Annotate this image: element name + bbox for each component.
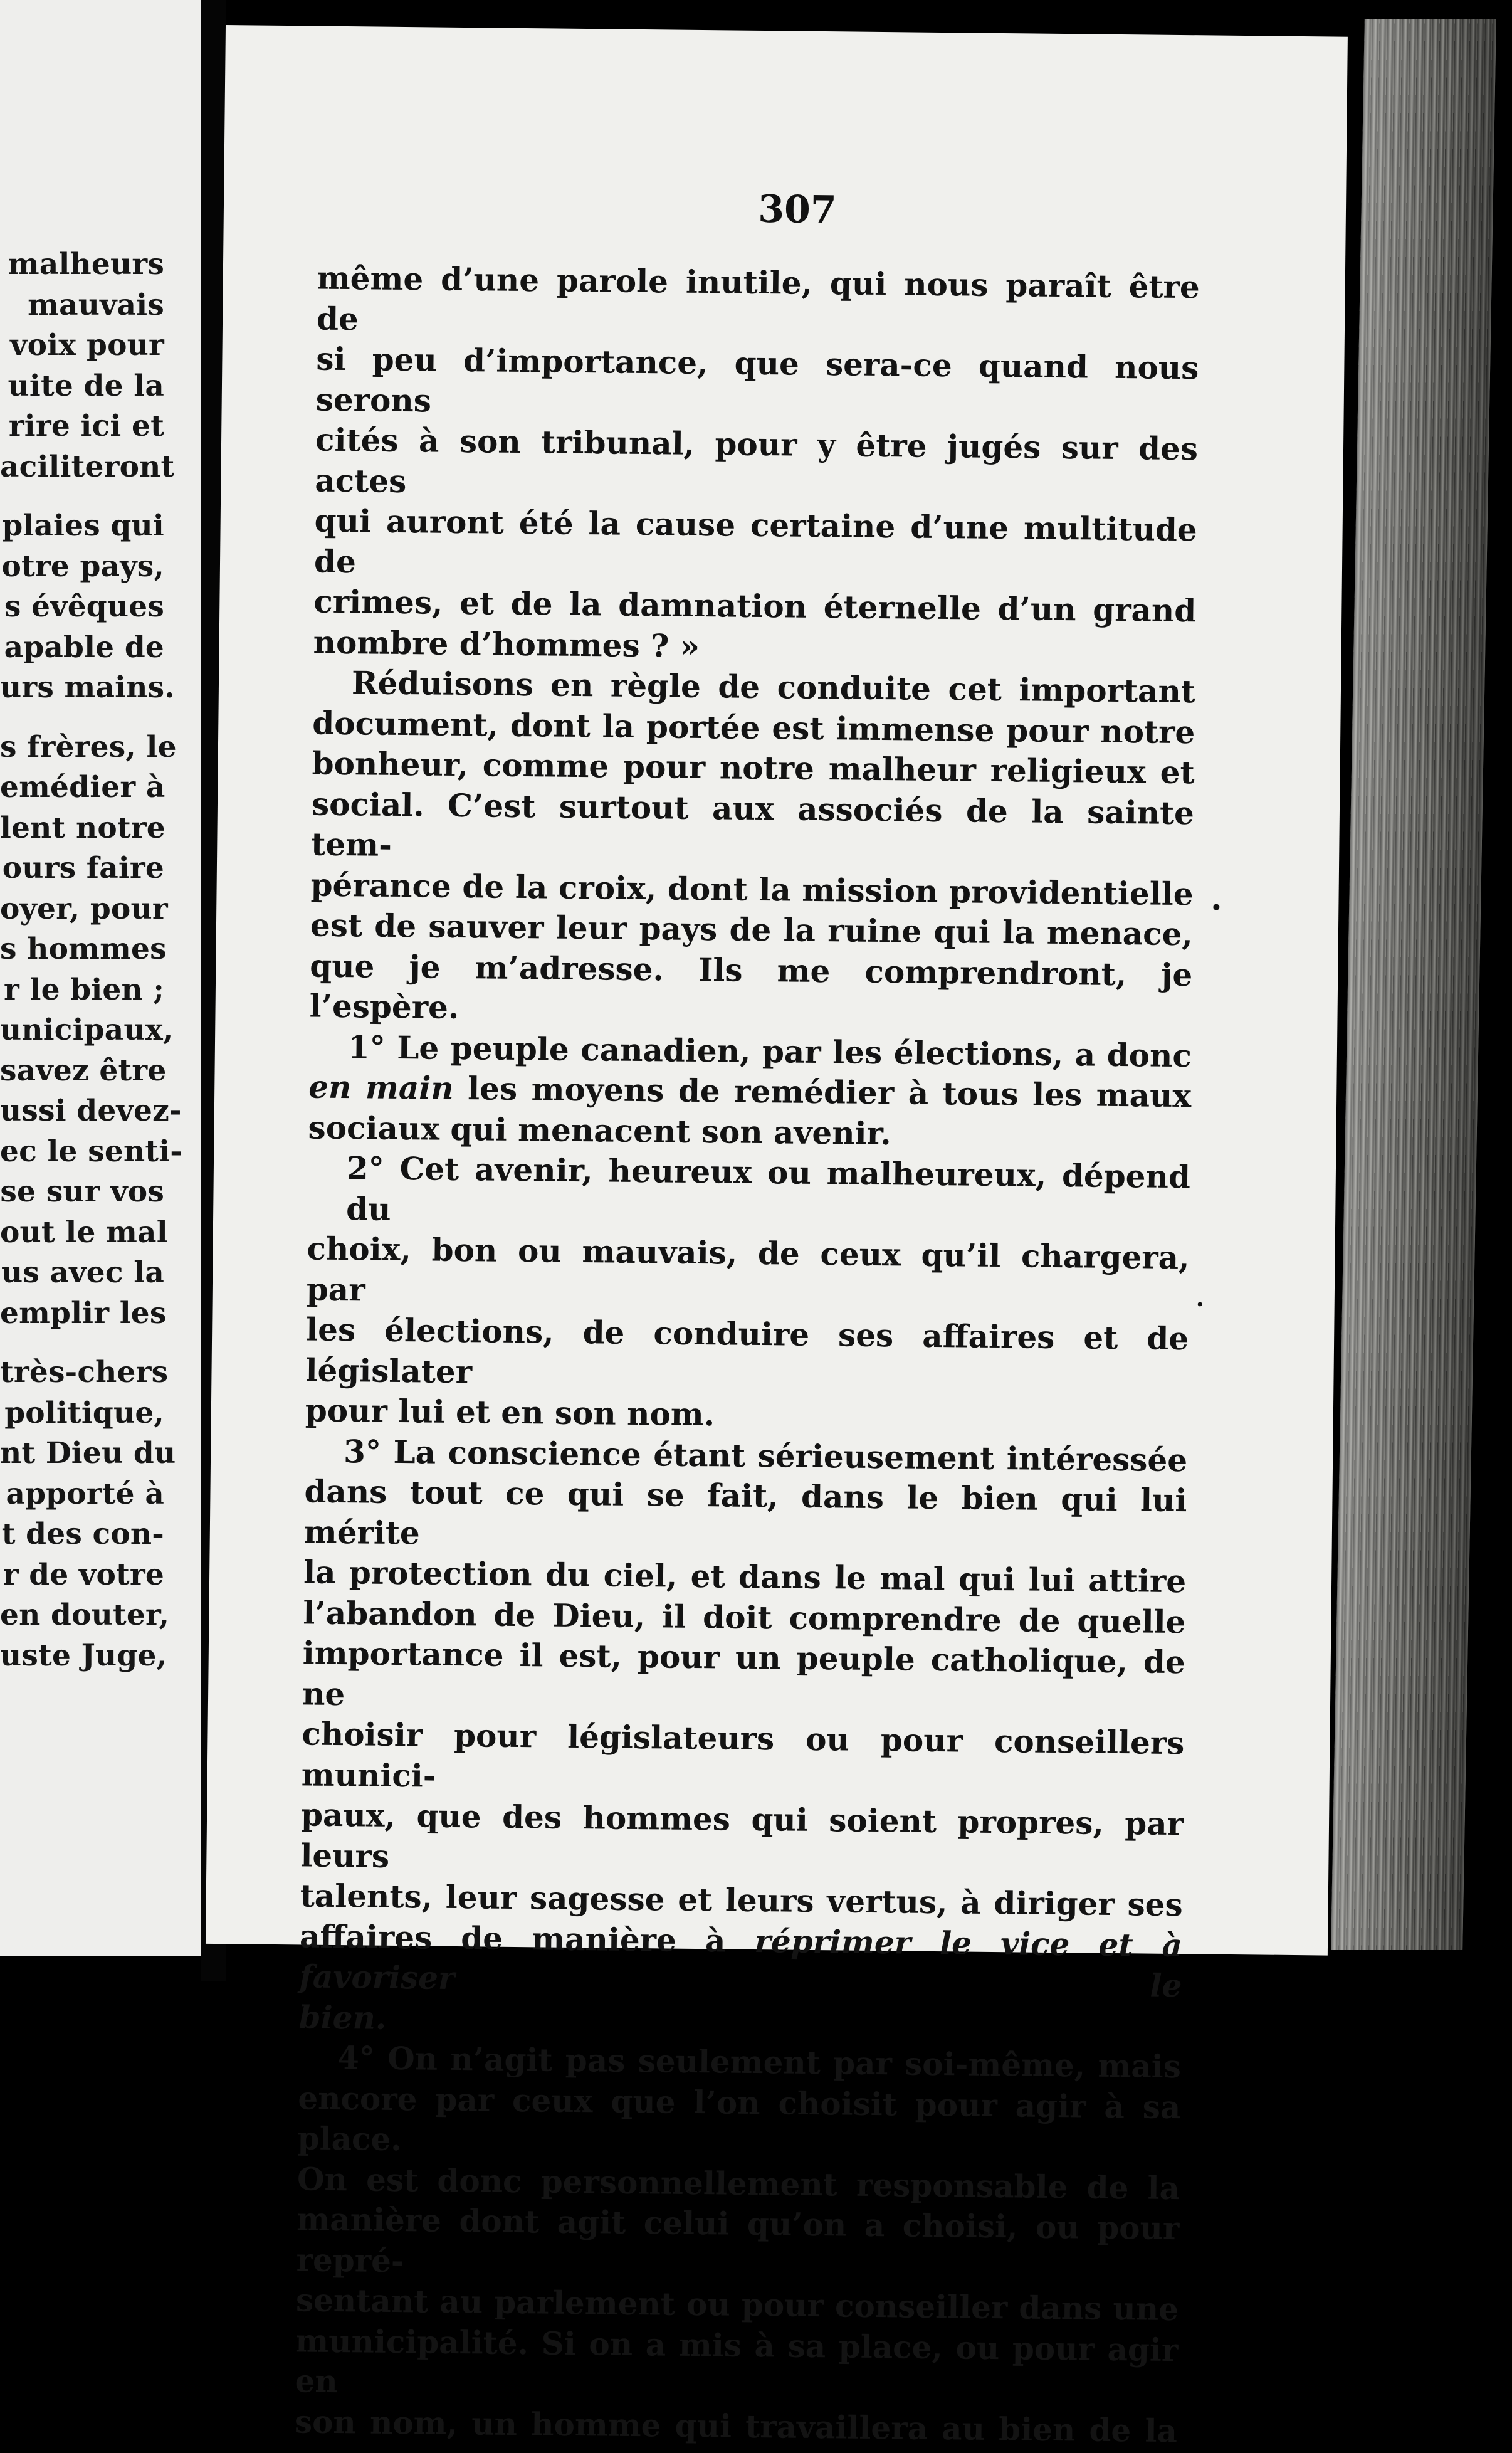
- text-line: l’abandon de Dieu, il doit comprendre de quelle: [303, 1593, 1186, 1640]
- text-line: les élections, de conduire ses affaires et de législater: [305, 1311, 1189, 1390]
- left-text-line: otre pays,: [1, 549, 164, 584]
- text-line: est de sauver leur pays de la ruine qui la menace,: [310, 906, 1194, 953]
- text-line: qui auront été la cause certaine d’une multitude de: [313, 502, 1197, 580]
- left-text-line: unicipaux,: [0, 1013, 174, 1047]
- text-line: 4° On n’agit pas seulement par soi-même, mais: [337, 2039, 1182, 2086]
- text-line: importance il est, pour un peuple catholique, de ne: [302, 1634, 1186, 1712]
- text-line: sociaux qui menacent son avenir.: [308, 1108, 892, 1152]
- text-line: bonheur, comme pour notre malheur religieux et: [312, 744, 1195, 791]
- text-line: la protection du ciel, et dans le mal qui lui attire: [303, 1553, 1187, 1600]
- left-text-line: s évêques: [4, 589, 164, 624]
- left-text-line: r le bien ;: [4, 972, 164, 1007]
- ink-speck: [1198, 1302, 1202, 1306]
- text-line: dans tout ce qui se fait, dans le bien qui lui mérite: [303, 1472, 1187, 1551]
- text-line: son nom, un homme qui travaillera au bien de la: [294, 2402, 1178, 2449]
- left-text-line: apable de: [4, 630, 164, 665]
- left-text-line: [0, 1334, 164, 1353]
- left-text-line: malheurs: [8, 247, 164, 282]
- left-text-line: [0, 487, 164, 506]
- left-text-line: mauvais: [28, 287, 164, 322]
- text-line: cités à son tribunal, pour y être jugés sur des actes: [315, 421, 1199, 500]
- left-page-text: [0, 245, 183, 1676]
- left-text-line: uite de la: [8, 368, 164, 403]
- left-text-line: en douter,: [0, 1598, 170, 1632]
- left-text-line: très-chers: [0, 1355, 169, 1390]
- left-text-line: r de votre: [3, 1557, 164, 1592]
- text-line: social. C’est surtout aux associés de la sainte tem-: [311, 785, 1195, 863]
- right-page: [206, 25, 1348, 2449]
- left-text-line: lent notre: [0, 810, 165, 845]
- left-text-line: us avec la: [1, 1255, 164, 1290]
- text-line: document, dont la portée est immense pour notre: [312, 704, 1195, 751]
- left-text-line: emédier à: [0, 770, 165, 804]
- text-line: choix, bon ou mauvais, de ceux qu’il chargera, par: [306, 1230, 1190, 1308]
- text-line: affaires de manière à réprimer le vice et à favoriser le: [299, 1917, 1183, 2005]
- left-text-line: aciliteront: [0, 449, 175, 484]
- left-text-line: savez être: [0, 1053, 167, 1088]
- text-line: crimes, et de la damnation éternelle d’un grand: [313, 583, 1197, 630]
- text-line: choisir pour législateurs ou pour conseillers munici-: [301, 1715, 1185, 1795]
- text-line: en main les moyens de remédier à tous les maux: [308, 1068, 1192, 1115]
- text-line: même d’une parole inutile, qui nous paraît être de: [316, 259, 1200, 337]
- left-text-line: oyer, pour: [0, 891, 168, 926]
- page-body: [295, 258, 1200, 2452]
- text-line: encore par ceux que l’on choisit pour agir à sa place.: [297, 2079, 1181, 2158]
- left-text-line: voix pour: [10, 328, 164, 362]
- text-line: municipalité. Si on a mis à sa place, ou pour agir en: [295, 2321, 1179, 2400]
- text-line: 3° La conscience étant sérieusement intéressée: [343, 1432, 1188, 1479]
- text-line: On est donc personnellement responsable de la: [297, 2160, 1180, 2207]
- left-text-line: apporté à: [6, 1476, 164, 1511]
- left-page: [0, 0, 201, 1956]
- left-text-line: nt Dieu du: [0, 1436, 176, 1470]
- left-text-line: politique,: [4, 1395, 164, 1430]
- text-line: sentant au parlement ou pour conseiller dans une: [295, 2281, 1179, 2328]
- text-line: Réduisons en règle de conduite cet important: [351, 664, 1196, 710]
- left-text-line: out le mal: [0, 1215, 168, 1250]
- ink-speck: [1213, 904, 1219, 910]
- left-text-line: s hommes: [0, 932, 167, 966]
- left-text-line: urs mains.: [0, 670, 175, 705]
- left-text-line: ussi devez-: [0, 1094, 182, 1128]
- page-edges: [1331, 19, 1496, 1950]
- text-line: nombre d’hommes ? »: [313, 623, 700, 665]
- left-text-line: t des con-: [1, 1517, 164, 1551]
- left-text-line: ec le senti-: [0, 1134, 183, 1169]
- left-text-line: ours faire: [2, 851, 164, 885]
- page-number: 307: [757, 187, 837, 233]
- text-line: talents, leur sagesse et leurs vertus, à diriger ses: [300, 1877, 1184, 1924]
- text-line: si peu d’importance, que sera-ce quand nous serons: [315, 340, 1199, 419]
- text-line: manière dont agit celui qu’on a choisi, ou pour repré-: [296, 2200, 1180, 2279]
- left-text-line: se sur vos: [0, 1174, 164, 1209]
- left-text-line: [0, 709, 164, 727]
- left-text-line: s frères, le: [0, 729, 177, 764]
- text-line: pérance de la croix, dont la mission providentielle: [310, 865, 1194, 912]
- text-line: pour lui et en son nom.: [305, 1391, 715, 1433]
- text-line: bien.: [298, 1998, 387, 2037]
- text-line: 1° Le peuple canadien, par les élections, a donc: [347, 1028, 1192, 1074]
- text-line: que je m’adresse. Ils me comprendront, je l’espère.: [309, 946, 1193, 1026]
- left-text-line: uste Juge,: [0, 1638, 167, 1673]
- text-line: 2° Cet avenir, heureux ou malheureux, dépend du: [345, 1149, 1191, 1228]
- left-text-line: plaies qui: [2, 509, 164, 543]
- text-line: paux, que des hommes qui soient propres, par leurs: [300, 1796, 1184, 1875]
- left-text-line: emplir les: [0, 1295, 167, 1331]
- left-text-line: rire ici et: [8, 409, 164, 443]
